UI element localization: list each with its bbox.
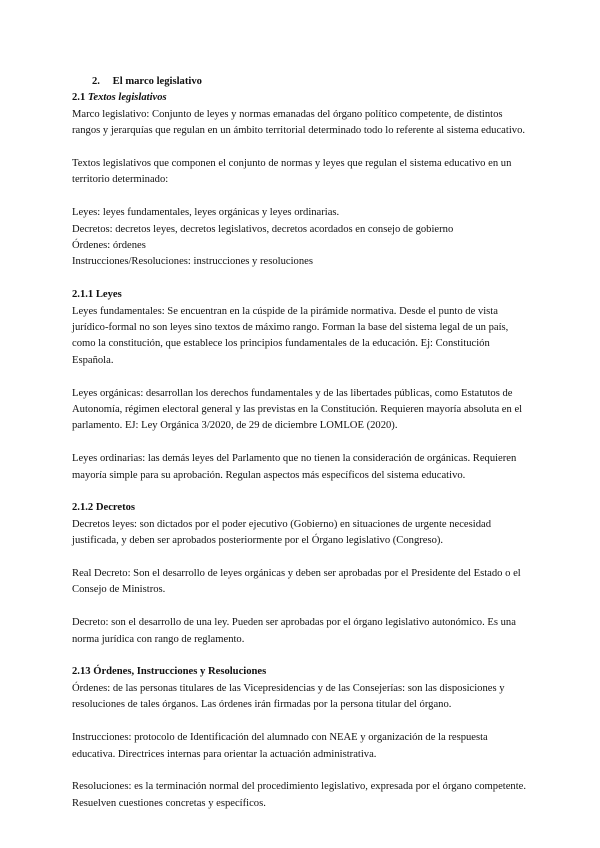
paragraph: Real Decreto: Son el desarrollo de leyes orgánicas y deben ser aprobadas por el Presidente del Estado o el Consejo de Ministros. (72, 568, 521, 596)
subsection-number: 2.1.2 (72, 502, 94, 514)
list-item: Decretos: decretos leyes, decretos legislativos, decretos acordados en consejo de gobierno (72, 223, 454, 235)
subsection-heading-2-1-1 (72, 287, 532, 303)
subsection-title: Leyes (95, 289, 122, 301)
paragraph: Leyes orgánicas: desarrollan los derechos fundamentales y de las libertades públicas, como Estatutos de Autonomía, régimen electoral general y las previstas en la Constitución. Requieren mayoría absoluta en el parlamento. EJ: Ley Orgánica 3/2020, de 29 de diciembre LOMLOE (2020). (72, 387, 523, 432)
section-title: El marco legislativo (112, 76, 202, 87)
list-item: Instrucciones/Resoluciones: instrucciones y resoluciones (72, 256, 313, 268)
paragraph: Marco legislativo: Conjunto de leyes y normas emanadas del órgano político competente, de distintos rangos y jerarquías que regulan en un ámbito territorial determinado todo lo referente al sistema educativo. (72, 108, 526, 137)
subsection-heading-2-1-2 (72, 500, 532, 516)
subsection-title: Decretos (95, 502, 136, 514)
list-item: Órdenes: órdenes (72, 240, 146, 252)
paragraph: Decretos leyes: son dictados por el poder ejecutivo (Gobierno) en situaciones de urgente necesidad justificada, y deben ser aprobados posteriormente por el Órgano legislativo (Congreso). (72, 518, 491, 547)
paragraph: Instrucciones: protocolo de Identificación del alumnado con NEAE y organización de la respuesta educativa. Directrices internas para orientar la actuación administrativa. (72, 732, 488, 760)
subsection-title: Órdenes, Instrucciones y Resoluciones (93, 666, 267, 678)
list-item: Leyes: leyes fundamentales, leyes orgánicas y leyes ordinarias. (72, 207, 340, 219)
subsection-heading-2-1 (72, 90, 532, 106)
paragraph: Decreto: son el desarrollo de una ley. Pueden ser aprobadas por el órgano legislativo autonómico. Es una norma jurídica con rango de reglamento. (72, 617, 516, 645)
section-heading (72, 74, 532, 90)
section-number: 2. (92, 76, 100, 87)
subsection-number: 2.1 (72, 92, 86, 104)
paragraph: Leyes fundamentales: Se encuentran en la cúspide de la pirámide normativa. Desde el punto de vista jurídico-formal no son leyes sino textos de máximo rango. Forman la base del sistema legal de un país, como la constitución, que establece los principios fundamentales de la educación. Ej: Constitución Española. (72, 305, 509, 366)
paragraph: Leyes ordinarias: las demás leyes del Parlamento que no tienen la consideración de orgánicas. Requieren mayoría simple para su aprobación. Regulan aspectos más específicos del sistema educativo. (72, 453, 517, 481)
subsection-number: 2.13 (72, 666, 91, 678)
paragraph: Textos legislativos que componen el conjunto de normas y leyes que regulan el sistema educativo en un territorio determinado: (72, 158, 512, 186)
subsection-number: 2.1.1 (72, 289, 94, 301)
paragraph: Órdenes: de las personas titulares de las Vicepresidencias y de las Consejerías: son las disposiciones y resoluciones de tales órganos. Las órdenes irán firmadas por la persona titular del órgano. (72, 682, 505, 711)
subsection-heading-2-13 (72, 664, 532, 680)
subsection-title: Textos legislativos (87, 92, 167, 104)
document-page (72, 74, 532, 812)
paragraph: Resoluciones: es la terminación normal del procedimiento legislativo, expresada por el órgano competente. Resuelven cuestiones concretas y específicos. (72, 781, 527, 809)
